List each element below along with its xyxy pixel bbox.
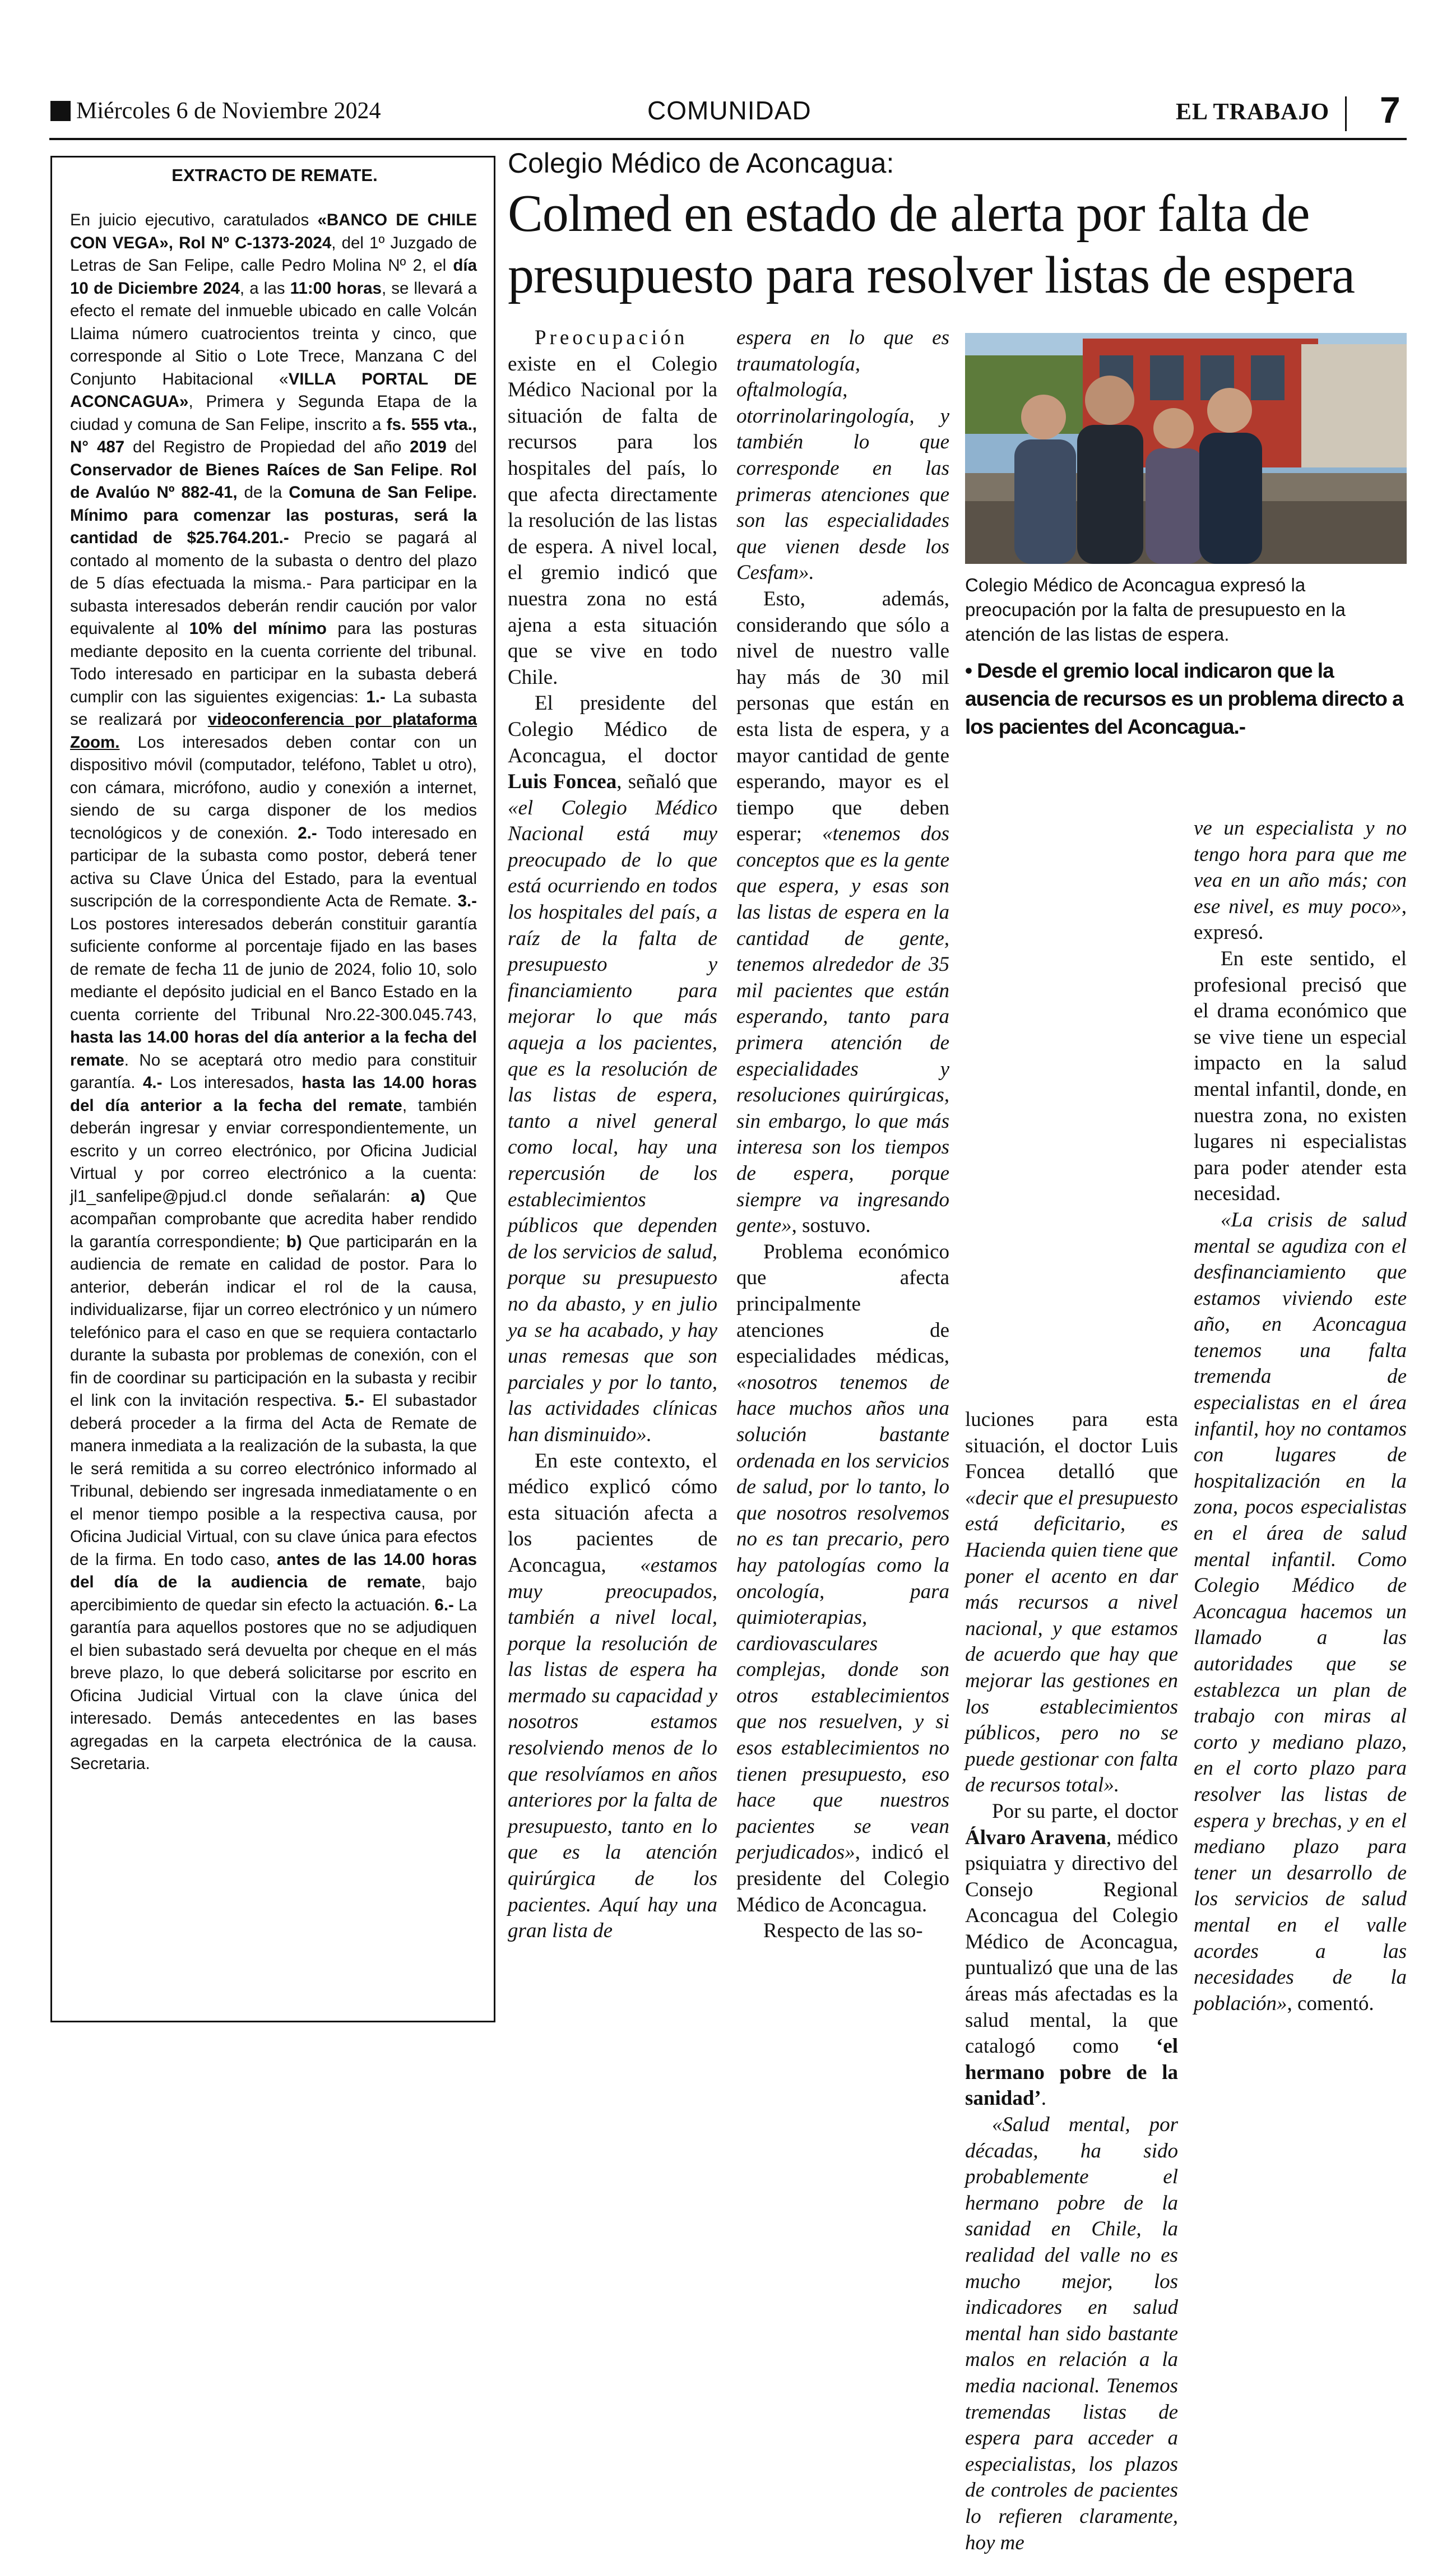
remate-text: del xyxy=(446,438,477,456)
remate-text: Todo interesado en participar de la subasta como postor, deberá tener activa su Clave Única del Estado, para la eventual suscripción de la correspondiente Acta de Remate. xyxy=(70,823,477,910)
photo-illustration xyxy=(965,333,1407,564)
paragraph-text: , médico psiquiatra y directivo del Consejo Regional Aconcagua del Colegio Médico de Aconcagua, puntualizó que una de las áreas más afectadas es la salud mental, la que catalogó como xyxy=(965,1826,1179,2058)
remate-folio: fs. 555 vta., N° 487 xyxy=(70,415,477,456)
paragraph-text: Esto, además, considerando que sólo a nivel de nuestro valle hay más de 30 mil personas que están en esta lista de espera, y a mayor cantidad de gente esperando, mayor es el tiempo que deben esperar; xyxy=(736,587,949,846)
paragraph xyxy=(508,1448,717,1944)
remate-item-number: 5.- xyxy=(345,1391,364,1410)
quote-text: «La crisis de salud mental se agudiza con el desfinanciamiento que estamos viviendo este año, en Aconcagua tenemos una falta tremenda de especialistas en el área infantil, hoy no contamos con lugares de hospitalización en la zona, pocos especialistas en el área de salud mental infantil. Como Colegio Médico de Aconcagua hacemos un llamado a las autoridades que se establezca un plan de trabajo con miras al corto y mediano plazo, en el corto plazo para resolver las listas de espera y brechas, y en el mediano plazo para tener un desarrollo de los servicios de salud mental en el valle acordes a las necesidades de la población» xyxy=(1194,1208,1407,2015)
remate-text: Los postores interesados deberán constituir garantía suficiente conforme al porcentaje fijado en las bases de remate de fecha 11 de junio de 2024, folio 10, solo mediante el depósito judicial en el Banco Estado en la cuenta corriente del Tribunal Nro.22-300.045.743, xyxy=(70,914,477,1024)
remate-text: Que participarán en la audiencia de remate en calidad de postor. Para lo anterior, deberán indicar el rol de la causa, individualizarse, fijar un correo electrónico y un número telefónico para el caso en que se requiera contactarlo durante la subasta por problemas de conexión, con el fin de coordinar su participación en la subasta y recibir el link con la invitación respectiva. xyxy=(70,1232,477,1410)
remate-text: , del 1º Juzgado de Letras de San Felipe, calle Pedro Molina Nº 2, el xyxy=(70,233,477,275)
paragraph-text: En este sentido, el profesional precisó que el drama económico que se vive tiene un especial impacto en la salud mental infantil, donde, en nuestra zona, no existen lugares ni especialistas para poder atender esta necesidad. xyxy=(1194,947,1407,1206)
remate-villa: VILLA PORTAL DE ACONCAGUA» xyxy=(70,369,477,411)
paragraph xyxy=(1194,1207,1407,2017)
paragraph-text: Respecto de las so- xyxy=(763,1919,923,1943)
paragraph xyxy=(736,325,949,586)
remate-date: día 10 de Diciembre 2024 xyxy=(70,256,477,298)
lead-word: Preocupación xyxy=(535,326,688,349)
header-rule xyxy=(49,138,1407,140)
remate-zoom-note: videoconferencia por plataforma Zoom. xyxy=(70,710,477,752)
quote-text: «nosotros tenemos de hace muchos años una solución bastante ordenada en los servicios de salud, por lo tanto, lo que nosotros resolvemos no es tan precario, pero hay patologías como la oncología, para quimioterapias, cardiovasculares complejas, donde son otros establecimientos que nos resuelven, y si esos establecimientos no tienen presupuesto, eso hace que nuestros pacientes se vean perjudicados» xyxy=(736,1370,949,1864)
paragraph xyxy=(1194,946,1407,1207)
paragraph xyxy=(736,586,949,1239)
quote-text: «estamos muy preocupados, también a nivel local, porque la resolución de las listas de espera ha mermado su capacidad y nosotros estamos resolviendo menos de lo que resolvíamos en años anteriores por la falta de presupuesto, tanto en lo que es la atención quirúrgica de los pacientes. Aquí hay una gran lista de xyxy=(508,1553,717,1943)
remate-deadline: hasta las 14.00 horas del día anterior a la fecha del remate xyxy=(70,1028,477,1069)
remate-item-number: 4.- xyxy=(142,1073,163,1092)
remate-text: , a las xyxy=(239,279,290,298)
remate-text: Los interesados deben contar con un dispositivo móvil (computador, teléfono, Tablet u otro), con cámara, micrófono, audio y conexión a internet, siendo de su carga disponer de los medios tecnológicos y de conexión. xyxy=(70,733,477,842)
section-name: COMUNIDAD xyxy=(647,96,812,125)
remate-text: . xyxy=(438,460,451,479)
quote-text: «tenemos dos conceptos que es la gente que espera, y esas son las listas de espera en la cantidad de gente, tenemos alrededor de 35 mil pacientes que están esperando, tanto para primera atención de especialidades y resoluciones quirúrgicas, sin embargo, lo que más interesa son los tiempos de espera, porque siempre va ingresando gente» xyxy=(736,822,949,1238)
paragraph xyxy=(965,2112,1178,2556)
remate-text: , se llevará a efecto el remate del inmueble ubicado en calle Volcán Llaima número cuatrocientos treinta y cinco, que corresponde al Sitio o Lote Trece, Manzana C del Conjunto Habitacional « xyxy=(70,279,477,388)
paragraph xyxy=(965,1407,1178,1799)
remate-text: . No se aceptará otro medio para constituir garantía. xyxy=(70,1050,477,1092)
paragraph-text: El presidente del Colegio Médico de Aconcagua, el doctor xyxy=(508,692,717,767)
article-photo xyxy=(965,333,1407,564)
person-name: Álvaro Aravena xyxy=(965,1826,1106,1849)
quote-text: ve un especialista y no tengo hora para que me vea en un año más; con ese nivel, es muy poco» xyxy=(1194,817,1407,918)
remate-text: Que acompañan comprobante que acredita haber rendido la garantía correspondiente; xyxy=(70,1187,477,1251)
header-square-mark xyxy=(50,101,71,121)
paragraph-text: En este contexto, el médico explicó cómo esta situación afecta a los pacientes de Aconcagua, xyxy=(508,1449,717,1577)
remate-item-number: 2.- xyxy=(298,823,317,842)
paragraph xyxy=(736,1239,949,1918)
remate-notice-box xyxy=(50,156,495,2022)
remate-percentage: 10% del mínimo xyxy=(189,619,327,638)
paragraph-text: Por su parte, el doctor xyxy=(992,1799,1178,1823)
issue-date: Miércoles 6 de Noviembre 2024 xyxy=(76,98,381,124)
paragraph-text: , comentó. xyxy=(1287,1992,1374,2015)
remate-deadline: antes de las 14.00 horas del día de la audiencia de remate xyxy=(70,1550,477,1591)
remate-text: El subastador deberá proceder a la firma del Acta de Remate de manera inmediata a la realización de la subasta, la que le será remitida a su correo electrónico informado al Tribunal, debiendo ser ingresada inmediatamente o en el menor tiempo posible a la respectiva causa, por Oficina Judicial Virtual, con su clave única para efectos de la firma. En todo caso, xyxy=(70,1391,477,1569)
remate-text: para las posturas mediante deposito en la cuenta corriente del tribunal. Todo interesado en participar en la subasta deberá cumplir con las siguientes exigencias: xyxy=(70,619,477,706)
remate-title: EXTRACTO DE REMATE. xyxy=(171,165,378,185)
remate-deadline: hasta las 14.00 horas del día anterior a la fecha del remate xyxy=(70,1073,477,1115)
remate-time: 11:00 horas xyxy=(290,279,382,298)
article-kicker: Colegio Médico de Aconcagua: xyxy=(508,147,894,179)
remate-item-number: 1.- xyxy=(366,687,386,706)
quote-text: «el Colegio Médico Nacional está muy preocupado de lo que está ocurriendo en todos los hospitales del país, a raíz de la falta de presupuesto y financiamiento para mejorar lo que más aqueja a los pacientes, que es la resolución de las listas de espera, tanto a nivel general como local, hay una repercusión de los establecimientos públicos que dependen de los servicios de salud, porque su presupuesto no da abasto, y en julio ya se ha acabado, y hay unas remesas que son parciales y por lo tanto, las actividades clínicas han disminuido». xyxy=(508,796,717,1446)
paragraph-text: . xyxy=(1041,2087,1046,2110)
paragraph xyxy=(508,325,717,691)
remate-year: 2019 xyxy=(410,438,447,456)
quote-text: «decir que el presupuesto está deficitario, es Hacienda quien tiene que poner el acento en dar más recursos a nivel nacional, y que estamos de acuerdo que hay que mejorar las gestiones en los establecimientos públicos, pero no se puede gestionar con falta de recursos total». xyxy=(965,1486,1178,1797)
paragraph-text: , expresó. xyxy=(1194,895,1407,944)
remate-case-name: «BANCO DE CHILE CON VEGA», Rol Nº C-1373-2024 xyxy=(70,211,477,252)
remate-text: , Primera y Segunda Etapa de la ciudad y comuna de San Felipe, inscrito a xyxy=(70,392,477,434)
remate-text: En juicio ejecutivo, caratulados xyxy=(70,211,318,229)
paragraph-text: , indicó el presidente del Colegio Médico de Aconcagua. xyxy=(736,1841,949,1916)
remate-text: de la xyxy=(237,483,289,502)
article-headline: Colmed en estado de alerta por falta de presupuesto para resolver listas de espera xyxy=(508,184,1355,304)
newspaper-name: EL TRABAJO xyxy=(1176,99,1330,125)
article-column-1 xyxy=(508,325,717,1944)
remate-minimum: Comuna de San Felipe. Mínimo para comenzar las posturas, será la cantidad de $25.764.201.- xyxy=(70,483,477,547)
remate-item-letter: a) xyxy=(410,1187,425,1206)
paragraph-text: Problema económico que afecta principalmente atenciones de especialidades médicas, xyxy=(736,1240,949,1368)
article-summary-bullet: • Desde el gremio local indicaron que la ausencia de recursos es un problema directo a los pacientes del Aconcagua.- xyxy=(965,659,1403,738)
header-separator xyxy=(1345,96,1347,131)
remate-text: Los interesados, xyxy=(162,1073,302,1092)
quote-text: «Salud mental, por décadas, ha sido probablemente el hermano pobre de la sanidad en Chile, la realidad del valle no es mucho mejor, los indicadores en salud mental han sido bastante malos en relación a la media nacional. Tenemos tremendas listas de espera para acceder a especialistas, los plazos de controles de pacientes lo refieren claramente, hoy me xyxy=(965,2113,1178,2554)
remate-rol-avaluo: Rol de Avalúo Nº 882-41, xyxy=(70,460,477,502)
article-column-2 xyxy=(736,325,949,1944)
remate-text: , también deberán ingresar y enviar correspondientemente, un escrito y un correo electrónico, por Oficina Judicial Virtual y por correo electrónico a la cuenta: jl1_sanfelipe@pjud.cl donde señalarán: xyxy=(70,1096,477,1206)
highlight-phrase: ‘el hermano pobre de la sanidad’ xyxy=(965,2035,1178,2110)
remate-body xyxy=(70,209,477,1776)
remate-text: La subasta se realizará por xyxy=(70,687,477,729)
page-number: 7 xyxy=(1380,89,1401,131)
paragraph xyxy=(508,691,717,1448)
paragraph-text: luciones para esta situación, el doctor Luis Foncea detalló que xyxy=(965,1408,1178,1484)
paragraph-text: , señaló que xyxy=(616,770,717,794)
article-column-3 xyxy=(965,1407,1178,2556)
remate-conservador: Conservador de Bienes Raíces de San Felipe xyxy=(70,460,439,479)
photo-caption: Colegio Médico de Aconcagua expresó la preocupación por la falta de presupuesto en la atención de las listas de espera. xyxy=(965,575,1346,645)
remate-text: del Registro de Propiedad del año xyxy=(124,438,410,456)
person-name: Luis Foncea xyxy=(508,770,617,794)
remate-item-letter: b) xyxy=(286,1232,302,1251)
paragraph-text: , sostuvo. xyxy=(791,1214,871,1238)
remate-text: Precio se pagará al contado al momento de la subasta o dentro del plazo de 5 días efectuada la misma.- Para participar en la subasta interesados deberán rendir caución por valor equivalente al xyxy=(70,529,477,638)
paragraph-text: existe en el Colegio Médico Nacional por la situación de falta de recursos para los hospitales del país, lo que afecta directamente la resolución de las listas de espera. A nivel local, el gremio indicó que nuestra zona no está ajena a esta situación que se vive en todo Chile. xyxy=(508,352,717,689)
article-column-4 xyxy=(1194,816,1407,2017)
paragraph xyxy=(736,1918,949,1944)
remate-item-number: 3.- xyxy=(457,892,477,910)
remate-text: , bajo apercibimiento de quedar sin efecto la actuación. xyxy=(70,1573,477,1614)
remate-text: La garantía para aquellos postores que no se adjudiquen el bien subastado será devuelta por cheque en el más breve plazo, lo que deberá solicitarse por escrito en Oficina Judicial Virtual con la clave única del interesado. Demás antecedentes en las bases agregadas en la carpeta electrónica de la causa. Secretaria. xyxy=(70,1595,477,1773)
remate-item-number: 6.- xyxy=(434,1595,454,1614)
paragraph xyxy=(1194,816,1407,946)
paragraph xyxy=(965,1799,1178,2112)
quote-text: espera en lo que es traumatología, oftalmología, otorrinolaringología, y también lo que corresponde en las primeras atenciones que son las especialidades que vienen desde los Cesfam». xyxy=(736,326,949,585)
